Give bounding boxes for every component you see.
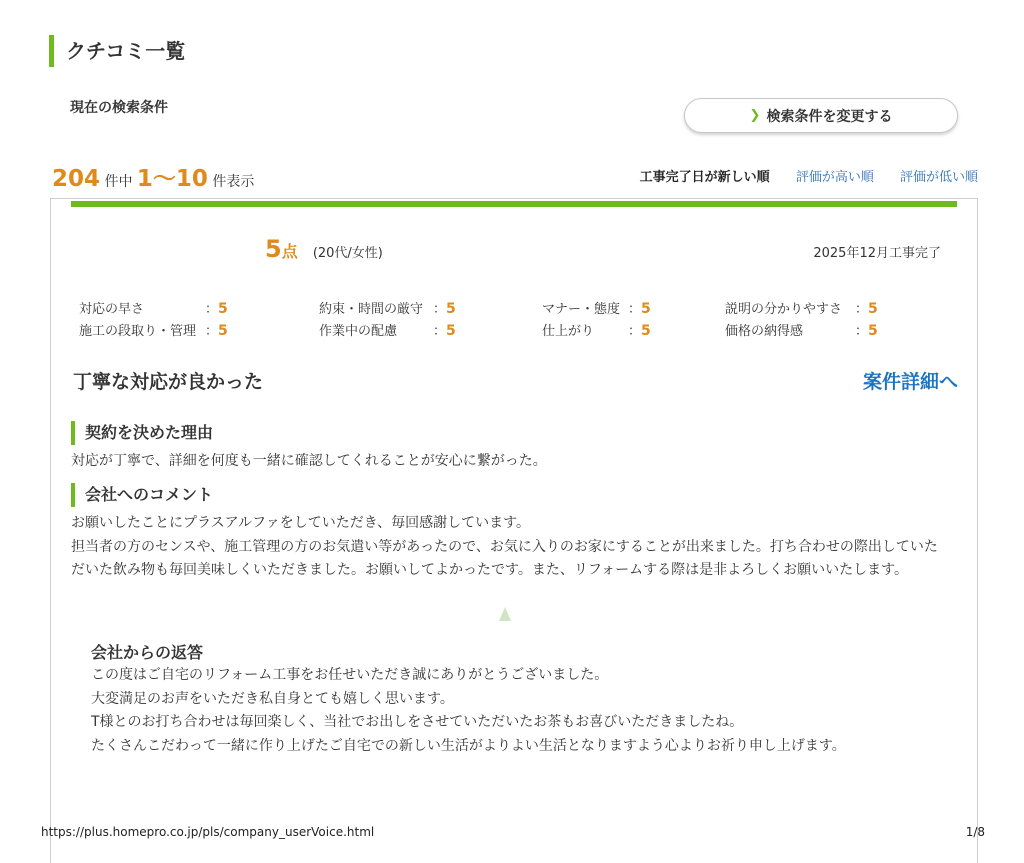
result-count [52,160,254,193]
review-card-topbar [71,201,957,207]
rating-label: 約束・時間の厳守 [319,302,424,317]
review-title: 丁寧な対応が良かった [73,371,264,393]
rating-value: 5 [641,301,651,317]
search-condition-label: 現在の検索条件 [70,100,168,116]
rating-item: 作業中の配慮 ：5 [319,320,456,339]
chevron-right-icon: ❯ [749,108,761,123]
rating-value: 5 [868,301,878,317]
sort-rating-high[interactable]: 評価が高い順 [795,170,874,185]
reason-heading: 契約を決めた理由 [71,421,213,445]
change-search-button-label: 検索条件を変更する [766,108,893,125]
review-card [50,198,978,863]
result-total-unit: 件中 [104,174,133,190]
reply-text: この度はご自宅のリフォーム工事をお任せいただき誠にありがとうございました。 大変満足のお声をいただき私自身とても嬉しく思います。 T様とのお打ち合わせは毎回楽しく、当社でお出しをさせていただいたお茶もお喜びいただきましたね。 たくさんこだわって一緒に作り上げたご自宅での新しい生活がよりよい生活となりますよう心よりお祈り申し上げます。 [91,667,846,754]
page-title: クチコミ一覧 [49,35,185,67]
case-detail-link[interactable]: 案件詳細へ [862,371,958,393]
change-search-button[interactable] [684,98,958,133]
rating-label: 仕上がり [542,324,595,339]
rating-item: 約束・時間の厳守 ：5 [319,298,456,317]
rating-label: 価格の納得感 [725,324,804,339]
rating-item: 対応の早さ ：5 [79,298,228,317]
rating-item: 価格の納得感 ：5 [725,320,878,339]
completion-date: 2025年12月工事完了 [813,246,941,261]
footer-page-number: 1/8 [965,825,985,839]
rating-label: 施工の段取り・管理 [79,324,197,339]
rating-value: 5 [446,301,456,317]
result-total: 204 [52,166,101,192]
sort-rating-low[interactable]: 評価が低い順 [899,170,978,185]
rating-value: 5 [446,323,456,339]
rating-label: マナー・態度 [542,302,621,317]
rating-label: 説明の分かりやすさ [725,302,843,317]
rating-value: 5 [641,323,651,339]
rating-value: 5 [868,323,878,339]
reason-text: 対応が丁寧で、詳細を何度も一緒に確認してくれることが安心に繋がった。 [71,453,547,469]
rating-item: 施工の段取り・管理 ：5 [79,320,228,339]
score-value: 5 [265,235,282,263]
reply-pointer-icon [499,607,511,621]
comment-text: お願いしたことにプラスアルファをしていただき、毎回感謝しています。 担当者の方のセンスや、施工管理の方のお気遣い等があったので、お気に入りのお家にすることが出来ました。打ち合わせの際出していただいた飲み物も毎回美味しくいただきました。お願いしてよかったです。また、リフォームする際は是非よろしくお願いいたします。 [71,515,938,578]
sort-newest[interactable]: 工事完了日が新しい順 [639,170,770,185]
footer-url: https://plus.homepro.co.jp/pls/company_userVoice.html [41,825,375,839]
sort-options [618,166,978,185]
rating-item: 説明の分かりやすさ ：5 [725,298,878,317]
rating-label: 作業中の配慮 [319,324,398,339]
result-range: 1〜10 [136,166,208,192]
reply-heading: 会社からの返答 [91,643,204,662]
rating-value: 5 [218,301,228,317]
comment-heading: 会社へのコメント [71,483,213,507]
result-range-unit: 件表示 [212,174,255,190]
rating-item: 仕上がり ：5 [542,320,651,339]
rating-value: 5 [218,323,228,339]
reviewer-demographic: (20代/女性) [312,246,383,261]
rating-label: 対応の早さ [79,302,145,317]
score-unit: 点 [281,242,298,261]
review-score [265,235,383,263]
rating-item: マナー・態度 ：5 [542,298,651,317]
